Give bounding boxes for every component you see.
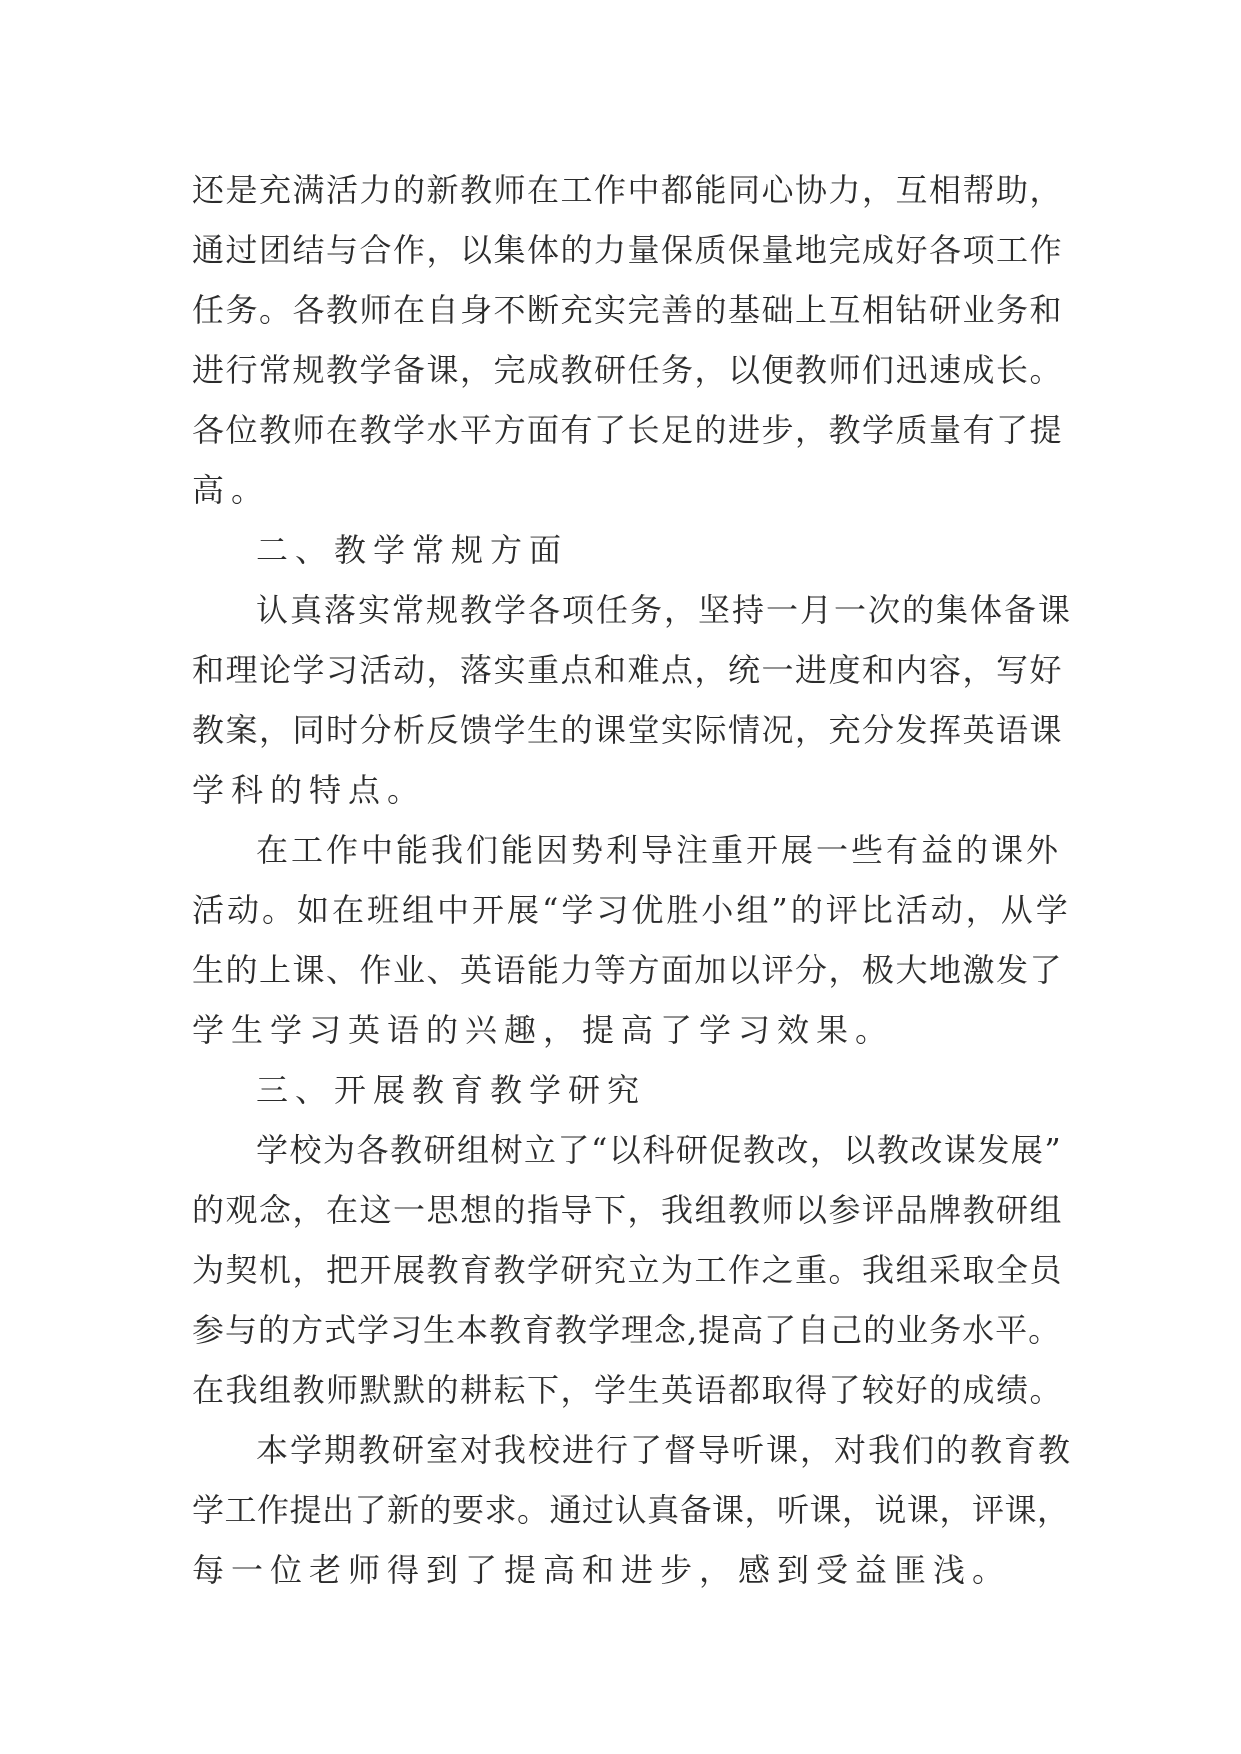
text-line: 高。 bbox=[192, 471, 271, 509]
text-line: 和理论学习活动，落实重点和难点，统一进度和内容，写好 bbox=[192, 651, 1064, 689]
text-line: 在我组教师默默的耕耘下，学生英语都取得了较好的成绩。 bbox=[192, 1371, 1064, 1409]
text-line: 三、开展教育教学研究 bbox=[256, 1071, 647, 1109]
text-line: 教案，同时分析反馈学生的课堂实际情况，充分发挥英语课 bbox=[192, 711, 1064, 749]
text-line: 本学期教研室对我校进行了督导听课，对我们的教育教 bbox=[256, 1431, 1073, 1469]
text-line: 参与的方式学习生本教育教学理念,提高了自己的业务水平。 bbox=[192, 1311, 1062, 1349]
text-line: 每一位老师得到了提高和进步，感到受益匪浅。 bbox=[192, 1551, 1012, 1589]
text-line: 任务。各教师在自身不断充实完善的基础上互相钻研业务和 bbox=[192, 291, 1064, 329]
text-line: 学工作提出了新的要求。通过认真备课，听课，说课，评课， bbox=[192, 1491, 1070, 1529]
text-line: 进行常规教学备课，完成教研任务，以便教师们迅速成长。 bbox=[192, 351, 1064, 389]
text-line: 认真落实常规教学各项任务，坚持一月一次的集体备课 bbox=[256, 591, 1073, 629]
text-line: 二、教学常规方面 bbox=[256, 531, 569, 569]
text-line: 生的上课、作业、英语能力等方面加以评分，极大地激发了 bbox=[192, 951, 1064, 989]
text-line: 为契机，把开展教育教学研究立为工作之重。我组采取全员 bbox=[192, 1251, 1064, 1289]
text-line: 还是充满活力的新教师在工作中都能同心协力，互相帮助， bbox=[192, 171, 1064, 209]
document-body bbox=[192, 160, 1072, 1600]
text-line: 活动。如在班组中开展“学习优胜小组”的评比活动，从学 bbox=[192, 891, 1071, 929]
text-line: 在工作中能我们能因势利导注重开展一些有益的课外 bbox=[256, 831, 1062, 869]
text-line: 的观念，在这一思想的指导下，我组教师以参评品牌教研组 bbox=[192, 1191, 1064, 1229]
text-line: 通过团结与合作，以集体的力量保质保量地完成好各项工作 bbox=[192, 231, 1064, 269]
text-line: 各位教师在教学水平方面有了长足的进步，教学质量有了提 bbox=[192, 411, 1064, 449]
text-line: 学校为各教研组树立了“以科研促教改，以教改谋发展” bbox=[256, 1131, 1063, 1169]
text-line: 学科的特点。 bbox=[192, 771, 427, 809]
text-line: 学生学习英语的兴趣，提高了学习效果。 bbox=[192, 1011, 895, 1049]
